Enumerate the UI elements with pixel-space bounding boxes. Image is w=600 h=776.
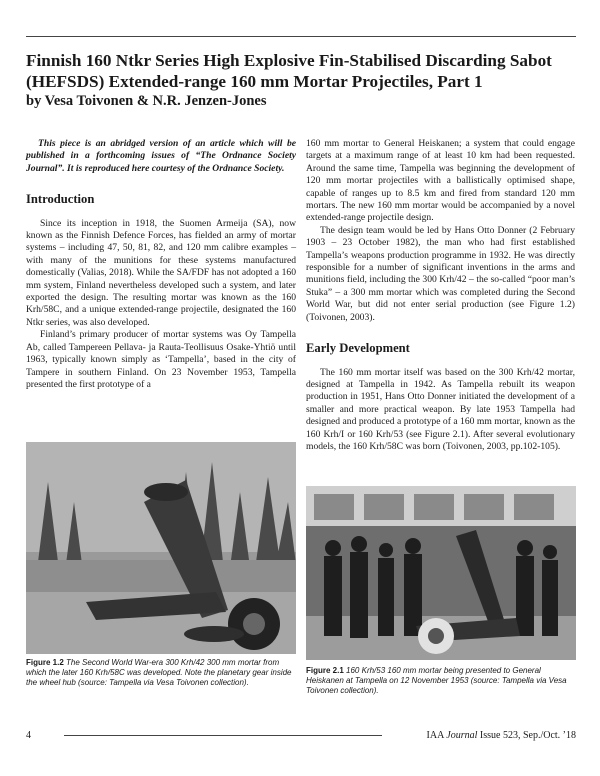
publication-prefix: IAA [426,730,444,741]
paragraph: The design team would be led by Hans Otto Donner (2 February 1903 – 23 October 1982), the man who had first established Tampella’s weapons production programme in 1932. He was directly responsible for a number of significant inventions in the arms and munitions field, including the 300 Krh/42 – the so-called “poor man’s Stuka” – a 300 mm mortar which was completed during the Second World War, but did not enter serial production (see Figure 1.2) (Toivonen, 2003). [306,224,575,323]
paragraph: Since its inception in 1918, the Suomen Armeija (SA), now known as the Finnish Defence Forces, has fielded an army of mortar systems – including 47, 50, 81, 82, and 120 mm calibre examples – with many of the munitions for these systems manufactured domestically (Valias, 2018). While the SA/FDF has not adopted a 160 mm system, Finland nevertheless developed such a system, and later exported the design. The resulting mortar was known as the 160 Krh/58C, and a unique extended-range projectile, designated the 160 Ntkr series, was also developed. [26,217,296,328]
paragraph: Finland’s primary producer of mortar systems was Oy Tampella Ab, called Tampereen Pellava- ja Rauta-Teollisuus Osake-Yhtiö until 1963, typically known simply as ‘Tampella’, based in the city of Tampere in southern Finland. On 23 November 1953, Tampella presented the first prototype of a [26,329,296,390]
article-byline: by Vesa Toivonen & N.R. Jenzen-Jones [26,93,267,109]
figure-2-1-caption [306,666,578,697]
page-number: 4 [26,730,31,741]
paragraph: 160 mm mortar to General Heiskanen; a system that could engage targets at a maximum range of at least 10 km had been requested. Around the same time, Tampella was beginning the development of 120 mm mortar projectiles with a ballistically optimised shape, capable of ranges up to 8.5 km and fired from standard 120 mm mortars. The new 160 mm mortar would be accompanied by a novel extended-range projectile design. [306,138,575,224]
intro-note: This piece is an abridged version of an article which will be published in a forthcoming issues of “The Ordnance Society Journal”. It is reproduced here courtesy of the Ordnance Society. [26,138,296,174]
figure-label: Figure 2.1 [306,666,344,675]
left-column [26,138,296,391]
section-heading-early-development: Early Development [306,341,410,356]
figure-1-2-photo [26,442,296,654]
paragraph: The 160 mm mortar itself was based on the 300 Krh/42 mortar, designed at Tampella in 1942. As Tampella rebuilt its weapon production in 1951, Hans Otto Donner initiated the development of a smaller and more practical weapon. By late 1953 Tampella had designed and produced a prototype of a 160 mm mortar, known as the 160 Krh/I or 160 Krh/53 (see Figure 2.1). After several evolutionary models, the 160 Krh/58C was born (Toivonen, 2003, pp.102-105). [306,366,575,452]
header-rule [26,36,576,37]
article-title: Finnish 160 Ntkr Series High Explosive Fin-Stabilised Discarding Sabot (HEFSDS) Extended-range 160 mm Mortar Projectiles, Part 1 [26,51,552,91]
figure-label: Figure 1.2 [26,658,64,667]
caption-text: The Second World War-era 300 Krh/42 300 mm mortar from which the later 160 Krh/58C was developed. Note the planetary gear inside the wheel hub (source: Tampella via Vesa Toivonen collection). [26,658,292,688]
publication-info [390,730,576,741]
caption-text: 160 Krh/53 160 mm mortar being presented to General Heiskanen at Tampella on 12 November 1953 (source: Tampella via Vesa Toivonen collection). [306,666,567,696]
publication-journal: Journal [446,730,478,741]
figure-2-1-photo [306,486,576,660]
footer-rule [64,735,382,736]
figure-1-2-caption [26,658,298,689]
publication-issue: Issue 523, Sep./Oct. ’18 [479,730,576,741]
section-heading-introduction: Introduction [26,192,95,207]
right-column [306,138,575,453]
